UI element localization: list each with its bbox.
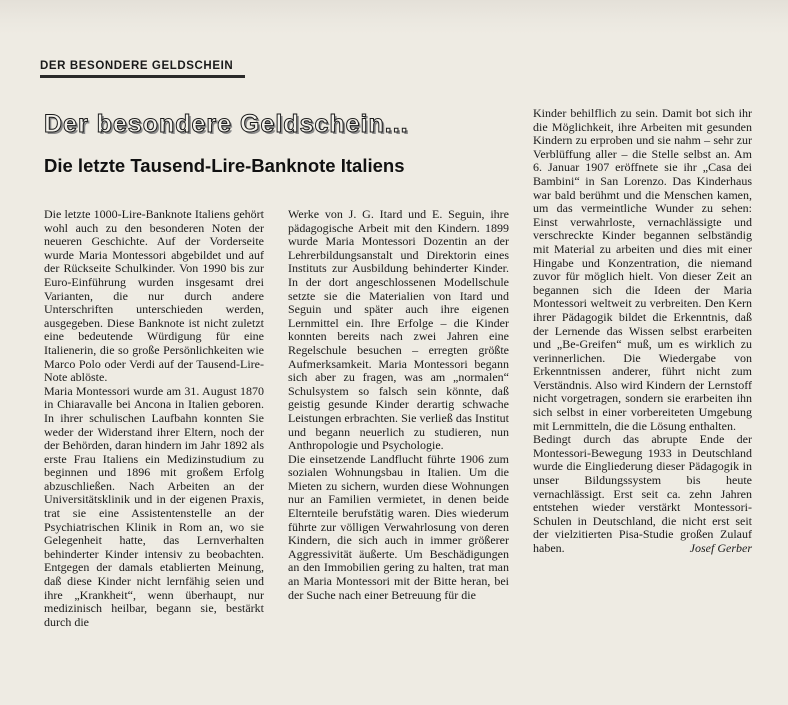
subheadline: Die letzte Tausend-Lire-Banknote Italiens [44,155,405,176]
bleed-through-header [0,0,788,34]
paragraph: Die letzte 1000-Lire-Banknote Italiens gehört wohl auch zu den besonderen Noten der neueren Geschichte. Auf der Vorderseite wurde Maria Montessori abgebildet und auf der Rückseite Schulkinder. Von 1990 bis zur Euro-Einführung wurden insgesamt drei Varianten, die nur durch andere Unterschriften unterschieden werden, ausgegeben. Diese Banknote ist nicht zuletzt eine bedeutende Würdigung für eine Italienerin, die so große Persönlichkeiten wie Marco Polo oder Verdi auf der Tausend-Lire-Note ablöste. [44,207,264,385]
paragraph: Kinder behilflich zu sein. Damit bot sich ihr die Möglichkeit, ihre Arbeiten mit gesunden Kindern zu erproben und sie nahm – sehr zur Verblüffung aller – die Stelle selbst an. Am 6. Januar 1907 eröffnete sie ihr „Casa dei Bambini“ in San Lorenzo. Das Kinderhaus war bald berühmt und die Menschen kamen, um das vermeintliche Wunder zu sehen: Einst verwahrloste, vernachlässigte und verschreckte Kinder begannen selbständig mit Material zu arbeiten und dies mit einer Hingabe und Konzentration, die niemand zuvor für möglich hielt. Von dieser Zeit an begannen sich die Ideen der Maria Montessori weltweit zu verbreiten. Den Kern ihrer Pädagogik bildet die Erkenntnis, daß der Lernende das Wissen selbst erarbeiten und „Be-Greifen“ muß, um es wirklich zu verinnerlichen. Die Wiedergabe von Erkenntnissen anderer, führt nicht zum Verständnis. Also wird Kindern der Lernstoff nicht vorgetragen, sondern sie erarbeiten ihn sich selbst in einer vorbereiteten Umgebung mit Lernmitteln, die die Lösung enthalten. [533,106,752,433]
article-column-1 [44,208,264,629]
rubric-underline [40,75,245,78]
paragraph: Maria Montessori wurde am 31. August 1870 in Chiaravalle bei Ancona in Italien geboren. In ihrer schulischen Laufbahn konnten Sie weder der Widerstand ihrer Eltern, noch der der Behörden, daran hindern im Jahr 1892 als erste Frau Italiens ein Medizinstudium zu beginnen und 1896 mit großem Erfolg abzuschließen. Nach Arbeiten an der Universitätsklinik und in der eigenen Praxis, trat sie eine Assistentenstelle an der Psychiatrischen Klinik in Rom an, wo sie Gelegenheit hatte, das Lernverhalten behinderter Kinder intensiv zu beobachten. Entgegen der damals etablierten Meinung, daß diese Kinder nicht lernfähig seien und ihre „Krankheit“, wenn überhaupt, nur medizinisch heilbar, begann sie, bestärkt durch die [44,383,264,629]
paragraph: Werke von J. G. Itard und E. Seguin, ihre pädagogische Arbeit mit den Kindern. 1899 wurde Maria Montessori Dozentin an der Lehrerbildungsanstalt und Direktorin eines Instituts zur Ausbildung behinderter Kinder. In der dort angeschlossenen Modellschule setzte sie die Materialien von Itard und Seguin und später auch ihre eigenen Lernmittel ein. Ihre Erfolge – die Kinder konnten bereits nach zwei Jahren eine Regelschule besuchen – erregten größte Aufmerksamkeit. Maria Montessori begann sich aber zu fragen, was am „normalen“ Schulsystem so falsch sein könnte, daß geistig gesunde Kinder derartig schwache Leistungen erbrachten. Sie verließ das Institut und begann neuerlich zu studieren, nun Anthropologie und Psychologie. [288,207,509,453]
author-byline: Josef Gerber [689,541,752,555]
paragraph: Die einsetzende Landflucht führte 1906 zum sozialen Wohnungsbau in Italien. Um die Mieten zu sichern, wurden diese Wohnungen nur an Familien vermietet, in denen beide Elternteile berufstätig waren. Dies wiederum führte zur völligen Verwahrlosung von deren Kindern, die sich auch in immer größerer Aggressivität äußerte. Um Beschädigungen an den Immobilien gering zu halten, trat man an Maria Montessori mit der Bitte heran, bei der Suche nach einer Betreuung für die [288,451,509,602]
section-rubric: DER BESONDERE GELDSCHEIN [40,60,234,72]
article-column-2 [288,208,509,602]
paragraph: Bedingt durch das abrupte Ende der Montessori-Bewegung 1933 in Deutschland wurde die Eingliederung dieser Pädagogik in unser Bildungssystem bis heute vernachlässigt. Erst seit ca. zehn Jahren entstehen wieder verstärkt Montessori-Schulen in Deutschland, die nicht erst seit der vielzitierten Pisa-Studie großen Zulauf haben. [533,432,752,555]
article-column-3 [533,107,752,556]
headline: Der besondere Geldschein... [44,110,409,138]
